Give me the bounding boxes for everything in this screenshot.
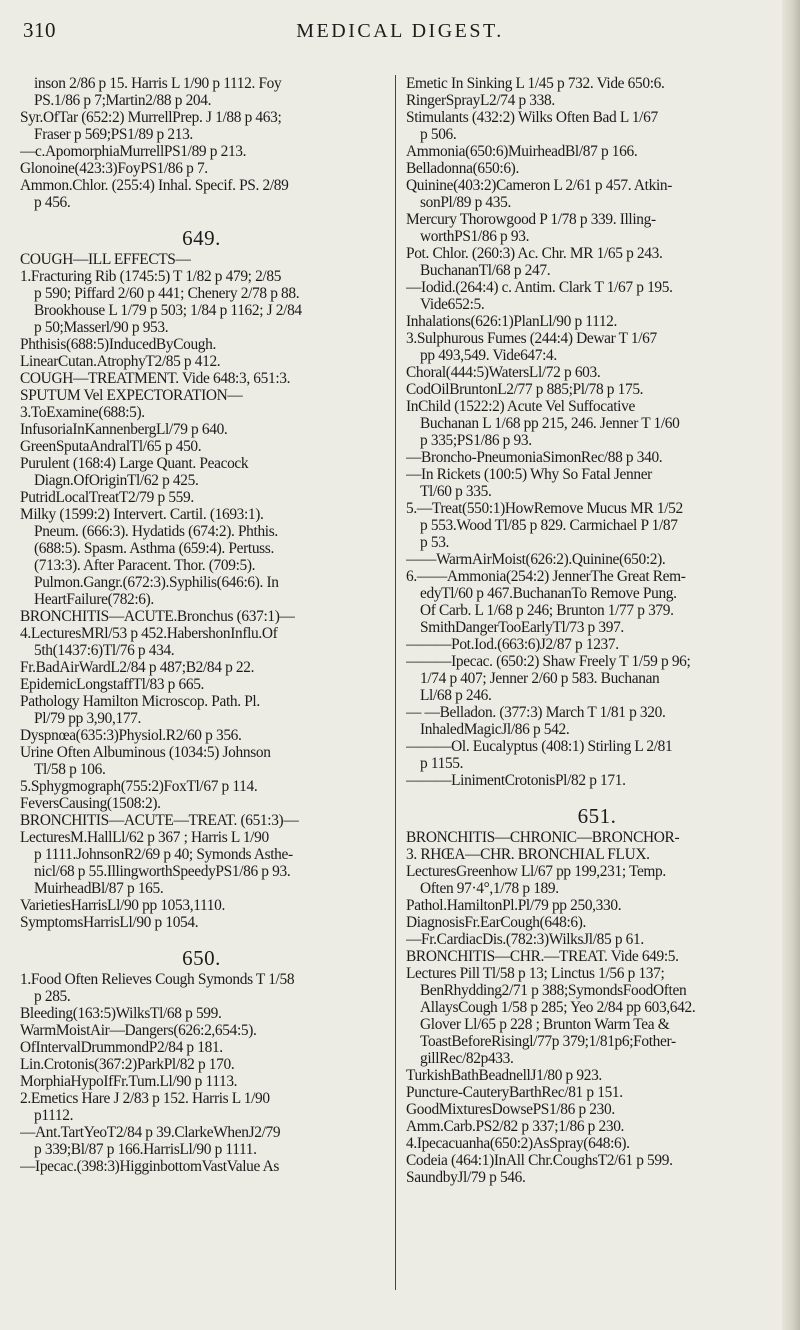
- entry-line: —Ipecac.(398:3)HigginbottomVastValue As: [20, 1158, 280, 1175]
- entry-line: 5.Sphygmograph(755:2)FoxTl/67 p 114.: [20, 778, 258, 795]
- entry-continuation-line: p 1155.: [420, 755, 464, 772]
- entry-line: Fr.BadAirWardL2/84 p 487;B2/84 p 22.: [20, 659, 255, 676]
- entry-line: 3.Sulphurous Fumes (244:4) Dewar T 1/67: [406, 330, 657, 347]
- entry-line: TurkishBathBeadnellJ1/80 p 923.: [406, 1067, 602, 1084]
- entry-line: Lectures Pill Tl/58 p 13; Linctus 1/56 p 137;: [406, 965, 665, 982]
- entry-continuation-line: p 506.: [420, 126, 457, 143]
- entry-continuation-line: p 1111.JohnsonR2/69 p 40; Symonds Asthe-: [34, 846, 293, 863]
- entry-line: ———Ipecac. (650:2) Shaw Freely T 1/59 p 96;: [406, 653, 691, 670]
- entry-line: LinearCutan.AtrophyT2/85 p 412.: [20, 353, 221, 370]
- entry-line: SaundbyJl/79 p 546.: [406, 1169, 526, 1186]
- entry-continuation-line: Fraser p 569;PS1/89 p 213.: [34, 126, 193, 143]
- entry-line: Phthisis(688:5)InducedByCough.: [20, 336, 216, 353]
- entry-continuation-line: Often 97·4°,1/78 p 189.: [420, 880, 559, 897]
- entry-continuation-line: Ll/68 p 246.: [420, 687, 492, 704]
- entry-line: ———LinimentCrotonisPl/82 p 171.: [406, 772, 626, 789]
- entry-continuation-line: BenRhydding2/71 p 388;SymondsFoodOften: [420, 982, 687, 999]
- entry-continuation-line: MuirheadBl/87 p 165.: [34, 880, 164, 897]
- entry-line: LecturesGreenhow Ll/67 pp 199,231; Temp.: [406, 863, 666, 880]
- entry-continuation-line: InhaledMagicJl/86 p 542.: [420, 721, 570, 738]
- entry-line: COUGH—ILL EFFECTS—: [20, 251, 191, 268]
- entry-line: MorphiaHypoIfFr.Tum.Ll/90 p 1113.: [20, 1073, 238, 1090]
- entry-line: 6.——Ammonia(254:2) JennerThe Great Rem-: [406, 568, 686, 585]
- entry-line: Emetic In Sinking L 1/45 p 732. Vide 650:6.: [406, 75, 665, 92]
- entry-line: CodOilBruntonL2/77 p 885;Pl/78 p 175.: [406, 381, 644, 398]
- entry-continuation-line: nicl/68 p 55.IllingworthSpeedyPS1/86 p 93.: [34, 863, 291, 880]
- entry-line: 1.Fracturing Rib (1745:5) T 1/82 p 479; 2/85: [20, 268, 282, 285]
- entry-continuation-line: Brookhouse L 1/79 p 503; 1/84 p 1162; J 2/84: [34, 302, 302, 319]
- entry-line: Amm.Carb.PS2/82 p 337;1/86 p 230.: [406, 1118, 625, 1135]
- entry-continuation-line: HeartFailure(782:6).: [34, 591, 154, 608]
- entry-line: BRONCHITIS—CHR.—TREAT. Vide 649:5.: [406, 948, 679, 965]
- entry-line: ———Pot.Iod.(663:6)J2/87 p 1237.: [406, 636, 619, 653]
- entry-line: Mercury Thorowgood P 1/78 p 339. Illing-: [406, 211, 656, 228]
- left-column: [20, 75, 383, 1175]
- entry-continuation-line: SmithDangerTooEarlyTl/73 p 397.: [420, 619, 624, 636]
- entry-line: Pathol.HamiltonPl.Pl/79 pp 250,330.: [406, 897, 622, 914]
- entry-continuation-line: p 553.Wood Tl/85 p 829. Carmichael P 1/87: [420, 517, 678, 534]
- entry-continuation-line: p1112.: [34, 1107, 74, 1124]
- entry-line: BRONCHITIS—ACUTE—TREAT. (651:3)—: [20, 812, 299, 829]
- entry-line: —c.ApomorphiaMurrellPS1/89 p 213.: [20, 143, 247, 160]
- entry-continuation-line: PS.1/86 p 7;Martin2/88 p 204.: [34, 92, 212, 109]
- entry-line: InChild (1522:2) Acute Vel Suffocative: [406, 398, 635, 415]
- entry-line: EpidemicLongstaffTl/83 p 665.: [20, 676, 205, 693]
- entry-continuation-line: p 339;Bl/87 p 166.HarrisLl/90 p 1111.: [34, 1141, 257, 1158]
- entry-line: ———Ol. Eucalyptus (408:1) Stirling L 2/81: [406, 738, 673, 755]
- entry-continuation-line: (713:3). After Paracent. Thor. (709:5).: [34, 557, 256, 574]
- entry-line: ——WarmAirMoist(626:2).Quinine(650:2).: [406, 551, 666, 568]
- entry-continuation-line: p 285.: [34, 988, 71, 1005]
- section-number-heading: 650.: [182, 946, 221, 970]
- entry-line: Pot. Chlor. (260:3) Ac. Chr. MR 1/65 p 243.: [406, 245, 663, 262]
- entry-continuation-line: Pulmon.Gangr.(672:3).Syphilis(646:6). In: [34, 574, 279, 591]
- entry-line: —Fr.CardiacDis.(782:3)WilksJl/85 p 61.: [406, 931, 644, 948]
- entry-continuation-line: sonPl/89 p 435.: [420, 194, 511, 211]
- entry-line: VarietiesHarrisLl/90 pp 1053,1110.: [20, 897, 225, 914]
- entry-continuation-line: Buchanan L 1/68 pp 215, 246. Jenner T 1/60: [420, 415, 680, 432]
- entry-line: Dyspnœa(635:3)Physiol.R2/60 p 356.: [20, 727, 242, 744]
- entry-line: Ammon.Chlor. (255:4) Inhal. Specif. PS. 2/89: [20, 177, 289, 194]
- entry-line: COUGH—TREATMENT. Vide 648:3, 651:3.: [20, 370, 291, 387]
- entry-continuation-line: 5th(1437:6)Tl/76 p 434.: [34, 642, 175, 659]
- entry-line: GreenSputaAndralTl/65 p 450.: [20, 438, 202, 455]
- entry-line: RingerSprayL2/74 p 338.: [406, 92, 555, 109]
- entry-line: Purulent (168:4) Large Quant. Peacock: [20, 455, 249, 472]
- entry-continuation-line: BuchananTl/68 p 247.: [420, 262, 551, 279]
- page-number: 310: [23, 18, 56, 42]
- entry-continuation-line: p 53.: [420, 534, 450, 551]
- entry-continuation-line: worthPS1/86 p 93.: [420, 228, 530, 245]
- entry-line: 5.—Treat(550:1)HowRemove Mucus MR 1/52: [406, 500, 683, 517]
- entry-line: DiagnosisFr.EarCough(648:6).: [406, 914, 587, 931]
- entry-line: Urine Often Albuminous (1034:5) Johnson: [20, 744, 271, 761]
- entry-continuation-line: (688:5). Spasm. Asthma (659:4). Pertuss.: [34, 540, 274, 557]
- entry-continuation-line: Pl/79 pp 3,90,177.: [34, 710, 142, 727]
- entry-line: Ammonia(650:6)MuirheadBl/87 p 166.: [406, 143, 638, 160]
- entry-line: SPUTUM Vel EXPECTORATION—: [20, 387, 243, 404]
- entry-line: Quinine(403:2)Cameron L 2/61 p 457. Atkin-: [406, 177, 672, 194]
- entry-continuation-line: p 335;PS1/86 p 93.: [420, 432, 532, 449]
- entry-continuation-line: p 456.: [34, 194, 71, 211]
- entry-continuation-line: ToastBeforeRisingl/77p 379;1/81p6;Fother-: [420, 1033, 676, 1050]
- entry-continuation-line: AllaysCough 1/58 p 285; Yeo 2/84 pp 603,642.: [420, 999, 696, 1016]
- entry-line: PutridLocalTreatT2/79 p 559.: [20, 489, 194, 506]
- entry-line: Choral(444:5)WatersLl/72 p 603.: [406, 364, 601, 381]
- entry-line: Inhalations(626:1)PlanLl/90 p 1112.: [406, 313, 618, 330]
- entry-line: Puncture-CauteryBarthRec/81 p 151.: [406, 1084, 623, 1101]
- entry-line: —Broncho-PneumoniaSimonRec/88 p 340.: [406, 449, 663, 466]
- section-number-heading: 649.: [182, 226, 221, 250]
- entry-continuation-line: p 50;Masserl/90 p 953.: [34, 319, 169, 336]
- entry-line: Syr.OfTar (652:2) MurrellPrep. J 1/88 p 463;: [20, 109, 282, 126]
- entry-continuation-line: Tl/60 p 335.: [420, 483, 492, 500]
- entry-line: BRONCHITIS—ACUTE.Bronchus (637:1)—: [20, 608, 295, 625]
- entry-continuation-line: gillRec/82p433.: [420, 1050, 514, 1067]
- entry-line: 3. RHŒA—CHR. BRONCHIAL FLUX.: [406, 846, 650, 863]
- right-column: [406, 75, 788, 1186]
- entry-continuation-line: Vide652:5.: [420, 296, 485, 313]
- entry-line: InfusoriaInKannenbergLl/79 p 640.: [20, 421, 228, 438]
- entry-line: Glonoine(423:3)FoyPS1/86 p 7.: [20, 160, 208, 177]
- entry-line: Bleeding(163:5)WilksTl/68 p 599.: [20, 1005, 222, 1022]
- entry-continuation-line: inson 2/86 p 15. Harris L 1/90 p 1112. Foy: [34, 75, 282, 92]
- entry-line: Codeia (464:1)InAll Chr.CoughsT2/61 p 599.: [406, 1152, 673, 1169]
- entry-continuation-line: 1/74 p 407; Jenner 2/60 p 583. Buchanan: [420, 670, 660, 687]
- entry-continuation-line: Tl/58 p 106.: [34, 761, 106, 778]
- entry-line: 4.LecturesMRl/53 p 452.HabershonInflu.Of: [20, 625, 278, 642]
- entry-line: 1.Food Often Relieves Cough Symonds T 1/58: [20, 971, 295, 988]
- entry-line: GoodMixturesDowsePS1/86 p 230.: [406, 1101, 615, 1118]
- running-title: MEDICAL DIGEST.: [296, 20, 504, 42]
- entry-line: —Iodid.(264:4) c. Antim. Clark T 1/67 p 195.: [406, 279, 673, 296]
- entry-line: WarmMoistAir—Dangers(626:2,654:5).: [20, 1022, 257, 1039]
- entry-line: Pathology Hamilton Microscop. Path. Pl.: [20, 693, 260, 710]
- entry-line: OfIntervalDrummondP2/84 p 181.: [20, 1039, 223, 1056]
- entry-continuation-line: pp 493,549. Vide647:4.: [420, 347, 557, 364]
- entry-continuation-line: Pneum. (666:3). Hydatids (674:2). Phthis.: [34, 523, 278, 540]
- entry-line: Lin.Crotonis(367:2)ParkPl/82 p 170.: [20, 1056, 235, 1073]
- entry-line: 4.Ipecacuanha(650:2)AsSpray(648:6).: [406, 1135, 630, 1152]
- section-number-heading: 651.: [577, 804, 617, 828]
- entry-line: 2.Emetics Hare J 2/83 p 152. Harris L 1/90: [20, 1090, 270, 1107]
- entry-line: — —Belladon. (377:3) March T 1/81 p 320.: [406, 704, 666, 721]
- entry-line: LecturesM.HallLl/62 p 367 ; Harris L 1/90: [20, 829, 269, 846]
- entry-continuation-line: Glover Ll/65 p 228 ; Brunton Warm Tea &: [420, 1016, 670, 1033]
- entry-line: BRONCHITIS—CHRONIC—BRONCHOR-: [406, 829, 680, 846]
- entry-line: 3.ToExamine(688:5).: [20, 404, 145, 421]
- entry-line: —In Rickets (100:5) Why So Fatal Jenner: [406, 466, 652, 483]
- entry-line: SymptomsHarrisLl/90 p 1054.: [20, 914, 199, 931]
- entry-line: Stimulants (432:2) Wilks Often Bad L 1/67: [406, 109, 658, 126]
- entry-continuation-line: p 590; Piffard 2/60 p 441; Chenery 2/78 p 88.: [34, 285, 300, 302]
- entry-continuation-line: edyTl/60 p 467.BuchananTo Remove Pung.: [420, 585, 677, 602]
- entry-line: FeversCausing(1508:2).: [20, 795, 161, 812]
- entry-continuation-line: Diagn.OfOriginTl/62 p 425.: [34, 472, 199, 489]
- column-divider: [395, 75, 396, 1290]
- entry-continuation-line: Of Carb. L 1/68 p 246; Brunton 1/77 p 379.: [420, 602, 674, 619]
- entry-line: —Ant.TartYeoT2/84 p 39.ClarkeWhenJ2/79: [20, 1124, 281, 1141]
- entry-line: Milky (1599:2) Intervert. Cartil. (1693:1).: [20, 506, 264, 523]
- entry-line: Belladonna(650:6).: [406, 160, 519, 177]
